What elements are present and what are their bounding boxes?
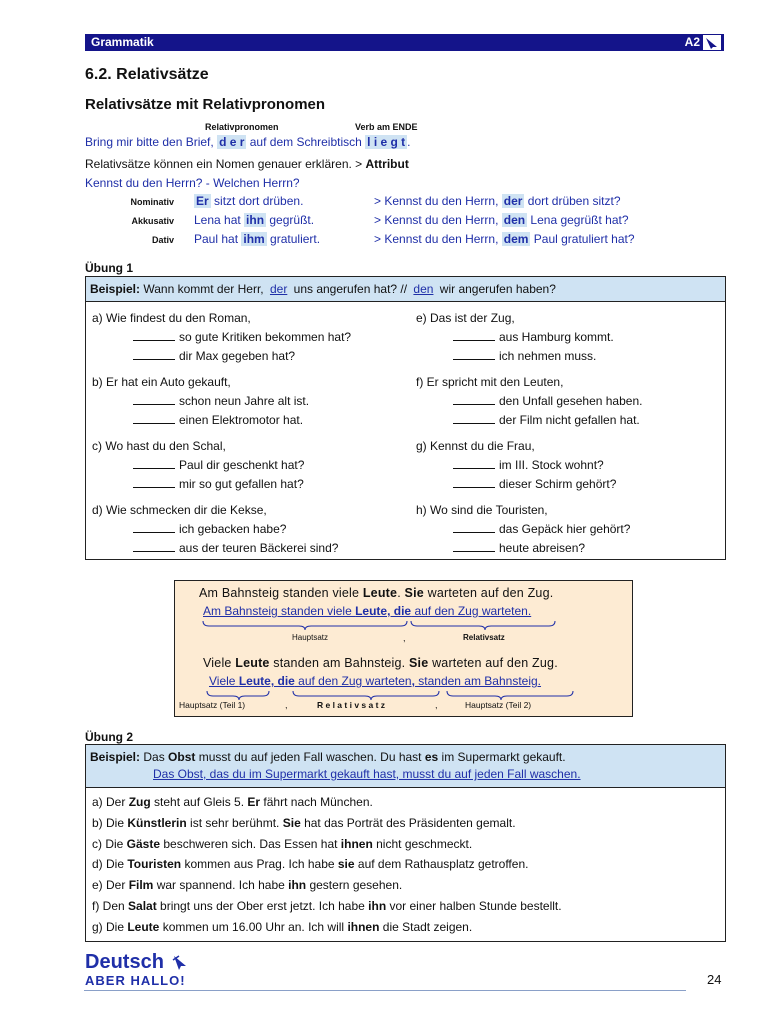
uebung1-line: so gute Kritiken bekommen hat? [133, 330, 351, 344]
uebung1-question: d) Wie schmecken dir die Kekse, [92, 503, 267, 517]
beispiel-text-b: uns angerufen hat? // [293, 282, 408, 296]
uebung1-line: einen Elektromotor hat. [133, 413, 303, 427]
label-relativpronomen: Relativpronomen [205, 122, 279, 132]
label-verb-ende: Verb am ENDE [355, 122, 418, 132]
case-label: Nominativ [130, 197, 174, 207]
intro-sentence [85, 135, 411, 149]
intro-verb: l i e g t [367, 135, 406, 149]
answer-blank[interactable] [453, 413, 495, 424]
uebung1-label: Übung 1 [85, 261, 133, 275]
lbl-hauptsatz-teil-1: Hauptsatz (Teil 1) [179, 700, 246, 710]
uebung1-line: dir Max gegeben hat? [133, 349, 295, 363]
lbl-hauptsatz-teil-2: Hauptsatz (Teil 2) [465, 700, 532, 710]
case-relative: > Kennst du den Herrn, dem Paul gratuliert hat? [374, 232, 635, 246]
page-title: 6.2. Relativsätze [85, 66, 209, 83]
lbl-relativsatz-2: R e l a t i v s a t z [317, 700, 386, 710]
case-pronoun: ihn [246, 213, 265, 227]
answer-blank[interactable] [133, 458, 175, 469]
header-bar [85, 34, 724, 51]
case-label: Dativ [151, 235, 174, 245]
cursor-logo-icon [170, 953, 190, 973]
uebung1-beispiel [86, 277, 725, 302]
uebung2-item: c) Die Gäste beschweren sich. Das Essen hat ihnen nicht geschmeckt. [92, 836, 473, 851]
uebung1-box [85, 276, 726, 560]
case-label: Akkusativ [131, 216, 174, 226]
intro-sentence-a: Bring mir bitte den Brief, [85, 135, 214, 149]
uebung2-item: b) Die Künstlerin ist sehr berühmt. Sie hat das Porträt des Präsidenten gemalt. [92, 815, 516, 830]
example-note-box [174, 580, 633, 717]
cursor-logo-icon [703, 35, 721, 50]
uebung1-line: schon neun Jahre alt ist. [133, 394, 309, 408]
brace-hauptsatz-relativsatz [201, 619, 561, 631]
intro-sentence-end: . [407, 135, 411, 149]
uebung1-question: e) Das ist der Zug, [416, 311, 515, 325]
lbl-hauptsatz: Hauptsatz [292, 633, 329, 642]
footer-divider [84, 990, 686, 991]
uebung1-question: c) Wo hast du den Schal, [92, 439, 226, 453]
beispiel-text-a: Wann kommt der Herr, [143, 282, 264, 296]
uebung1-question: a) Wie findest du den Roman, [92, 311, 251, 325]
level-badge: A2 [684, 35, 700, 49]
uebung1-question: b) Er hat ein Auto gekauft, [92, 375, 231, 389]
note-sentence-3: Viele Leute standen am Bahnsteig. Sie warteten auf den Zug. [203, 656, 558, 670]
uebung1-line: der Film nicht gefallen hat. [453, 413, 640, 427]
note-sentence-4: Viele Leute, die auf den Zug warteten, standen am Bahnsteig. [209, 674, 542, 688]
page-subtitle: Relativsätze mit Relativpronomen [85, 96, 326, 113]
intro-attribut: Attribut [365, 157, 409, 171]
uebung2-box [85, 744, 726, 942]
uebung2-item: e) Der Film war spannend. Ich habe ihn gestern gesehen. [92, 878, 403, 893]
uebung2-item: f) Den Salat bringt uns der Ober erst jetzt. Ich habe ihn vor einer halben Stunde bestellt. [92, 899, 562, 913]
brand-aber-hallo: ABER HALLO! [85, 973, 186, 988]
uebung1-line: mir so gut gefallen hat? [133, 477, 304, 491]
uebung1-line: Paul dir geschenkt hat? [133, 458, 304, 472]
answer-blank[interactable] [453, 522, 495, 533]
answer-blank[interactable] [453, 349, 495, 360]
case-relative: > Kennst du den Herrn, den Lena gegrüßt hat? [374, 213, 629, 227]
answer-blank[interactable] [133, 413, 175, 424]
uebung1-line: aus der teuren Bäckerei sind? [133, 541, 338, 555]
uebung1-question: g) Kennst du die Frau, [416, 439, 535, 453]
answer-blank[interactable] [133, 541, 175, 552]
intro-explain [85, 157, 409, 171]
uebung2-beispiel-1: Beispiel: Das Obst musst du auf jeden Fall waschen. Du hast es im Supermarkt gekauft. [90, 750, 566, 764]
uebung2-beispiel [86, 745, 725, 788]
answer-blank[interactable] [133, 522, 175, 533]
answer-blank[interactable] [133, 330, 175, 341]
case-relative: > Kennst du den Herrn, der dort drüben sitzt? [374, 194, 621, 208]
answer-blank[interactable] [133, 394, 175, 405]
uebung2-label: Übung 2 [85, 730, 133, 744]
uebung1-line: im III. Stock wohnt? [453, 458, 604, 472]
uebung1-line: das Gepäck hier gehört? [453, 522, 630, 536]
page-number: 24 [707, 972, 722, 987]
beispiel-answer-1: der [269, 282, 288, 296]
lbl-comma-1: , [285, 700, 288, 710]
case-example: Paul hat ihm gratuliert. [194, 232, 321, 246]
intro-explain-text: Relativsätze können ein Nomen genauer erklären. > [85, 157, 363, 171]
uebung1-line: dieser Schirm gehört? [453, 477, 616, 491]
case-pronoun: Er [196, 194, 209, 208]
note-sentence-2: Am Bahnsteig standen viele Leute, die auf den Zug warteten. [203, 604, 532, 618]
answer-blank[interactable] [453, 330, 495, 341]
intro-question: Kennst du den Herrn? - Welchen Herrn? [85, 176, 300, 190]
uebung2-beispiel-2: Das Obst, das du im Supermarkt gekauft hast, musst du auf jeden Fall waschen. [153, 767, 581, 781]
uebung1-line: heute abreisen? [453, 541, 585, 555]
uebung2-item: d) Die Touristen kommen aus Prag. Ich habe sie auf dem Rathausplatz getroffen. [92, 857, 529, 872]
answer-blank[interactable] [133, 349, 175, 360]
uebung1-line: den Unfall gesehen haben. [453, 394, 642, 408]
uebung1-line: aus Hamburg kommt. [453, 330, 614, 344]
uebung1-question: f) Er spricht mit den Leuten, [416, 375, 564, 389]
answer-blank[interactable] [453, 541, 495, 552]
uebung2-item: g) Die Leute kommen um 16.00 Uhr an. Ich will ihnen die Stadt zeigen. [92, 919, 473, 934]
answer-blank[interactable] [133, 477, 175, 488]
answer-blank[interactable] [453, 458, 495, 469]
intro-sentence-b: auf dem Schreibtisch [249, 135, 362, 149]
section-title: Grammatik [91, 35, 154, 49]
case-example: Lena hat ihn gegrüßt. [194, 213, 315, 227]
case-pronoun: ihm [243, 232, 265, 246]
lbl-relativsatz: Relativsatz [463, 633, 505, 642]
lbl-comma: , [403, 633, 406, 643]
note-sentence-1: Am Bahnsteig standen viele Leute. Sie warteten auf den Zug. [199, 586, 554, 600]
beispiel-label: Beispiel: [90, 282, 141, 296]
beispiel-answer-2: den [413, 282, 434, 296]
uebung2-item: a) Der Zug steht auf Gleis 5. Er fährt nach München. [92, 795, 373, 809]
relative-pronoun: der [503, 194, 523, 208]
lbl-comma-2: , [435, 700, 438, 710]
uebung1-line: ich nehmen muss. [453, 349, 596, 363]
beispiel-text-c: wir angerufen haben? [439, 282, 556, 296]
brand-deutsch: Deutsch [85, 951, 164, 973]
case-example: Er sitzt dort drüben. [196, 194, 304, 208]
relative-pronoun: dem [503, 232, 529, 246]
answer-blank[interactable] [453, 477, 495, 488]
answer-blank[interactable] [453, 394, 495, 405]
uebung1-question: h) Wo sind die Touristen, [416, 503, 548, 517]
intro-pronoun: d e r [219, 135, 245, 149]
uebung1-line: ich gebacken habe? [133, 522, 286, 536]
relative-pronoun: den [503, 213, 526, 227]
